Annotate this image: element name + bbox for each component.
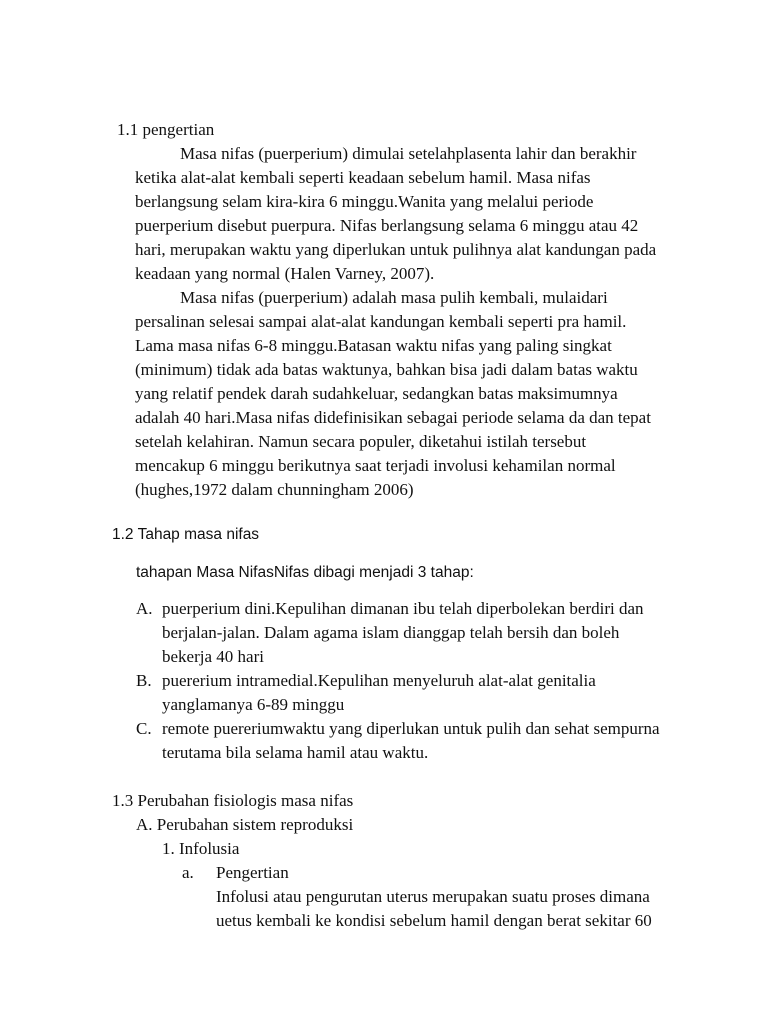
list-item-line: puerperium dini.Kepulihan dimanan ibu telah diperbolekan berdiri dan [162,599,644,618]
section-heading-1-3: 1.3 Perubahan fisiologis masa nifas [112,791,354,810]
paragraph-line: (hughes,1972 dalam chunningham 2006) [135,480,414,499]
list-marker: B. [136,671,152,690]
paragraph-line: Masa nifas (puerperium) adalah masa pulih kembali, mulaidari [180,288,608,307]
list-marker: A. [136,599,153,618]
paragraph-line: adalah 40 hari.Masa nifas didefinisikan sebagai periode selama da dan tepat [135,408,651,427]
paragraph-line: ketika alat-alat kembali seperti keadaan sebelum hamil. Masa nifas [135,168,591,187]
list-marker: C. [136,719,152,738]
paragraph-line: Masa nifas (puerperium) dimulai setelahplasenta lahir dan berakhir [180,144,637,163]
list-item-line: bekerja 40 hari [162,647,264,666]
paragraph-line: hari, merupakan waktu yang diperlukan untuk pulihnya alat kandungan pada [135,240,657,259]
subheading-a-title: Pengertian [216,863,289,882]
subheading-1: 1. Infolusia [162,839,240,858]
list-item-line: terutama bila selama hamil atau waktu. [162,743,429,762]
subheading-a-marker: a. [182,863,194,882]
section-heading-1-2: 1.2 Tahap masa nifas [112,526,260,543]
paragraph-line: keadaan yang normal (Halen Varney, 2007). [135,264,435,283]
list-item-line: berjalan-jalan. Dalam agama islam dianggap telah bersih dan boleh [162,623,620,642]
paragraph-line: Lama masa nifas 6-8 minggu.Batasan waktu nifas yang paling singkat [135,336,612,355]
list-item-line: puererium intramedial.Kepulihan menyeluruh alat-alat genitalia [162,671,596,690]
paragraph-line: uetus kembali ke kondisi sebelum hamil dengan berat sekitar 60 [216,911,652,930]
paragraph-line: persalinan selesai sampai alat-alat kandungan kembali seperti pra hamil. [135,312,627,331]
subheading-a: A. Perubahan sistem reproduksi [136,815,354,834]
paragraph-line: setelah kelahiran. Namun secara populer, diketahui istilah tersebut [135,432,587,451]
paragraph-line: (minimum) tidak ada batas waktunya, bahkan bisa jadi dalam batas waktu [135,360,638,379]
paragraph-line: mencakup 6 minggu berikutnya saat terjadi involusi kehamilan normal [135,456,616,475]
paragraph-line: Infolusi atau pengurutan uterus merupakan suatu proses dimana [216,887,650,906]
paragraph-line: puerperium disebut puerpura. Nifas berlangsung selama 6 minggu atau 42 [135,216,639,235]
paragraph-line: berlangsung selam kira-kira 6 minggu.Wanita yang melalui periode [135,192,594,211]
list-intro: tahapan Masa NifasNifas dibagi menjadi 3 tahap: [136,564,474,581]
list-item-line: remote puereriumwaktu yang diperlukan untuk pulih dan sehat sempurna [162,719,660,738]
list-item-line: yanglamanya 6-89 minggu [162,695,345,714]
section-heading-1-1: 1.1 pengertian [117,120,215,139]
paragraph-line: yang relatif pendek darah sudahkeluar, sedangkan batas maksimumnya [135,384,618,403]
